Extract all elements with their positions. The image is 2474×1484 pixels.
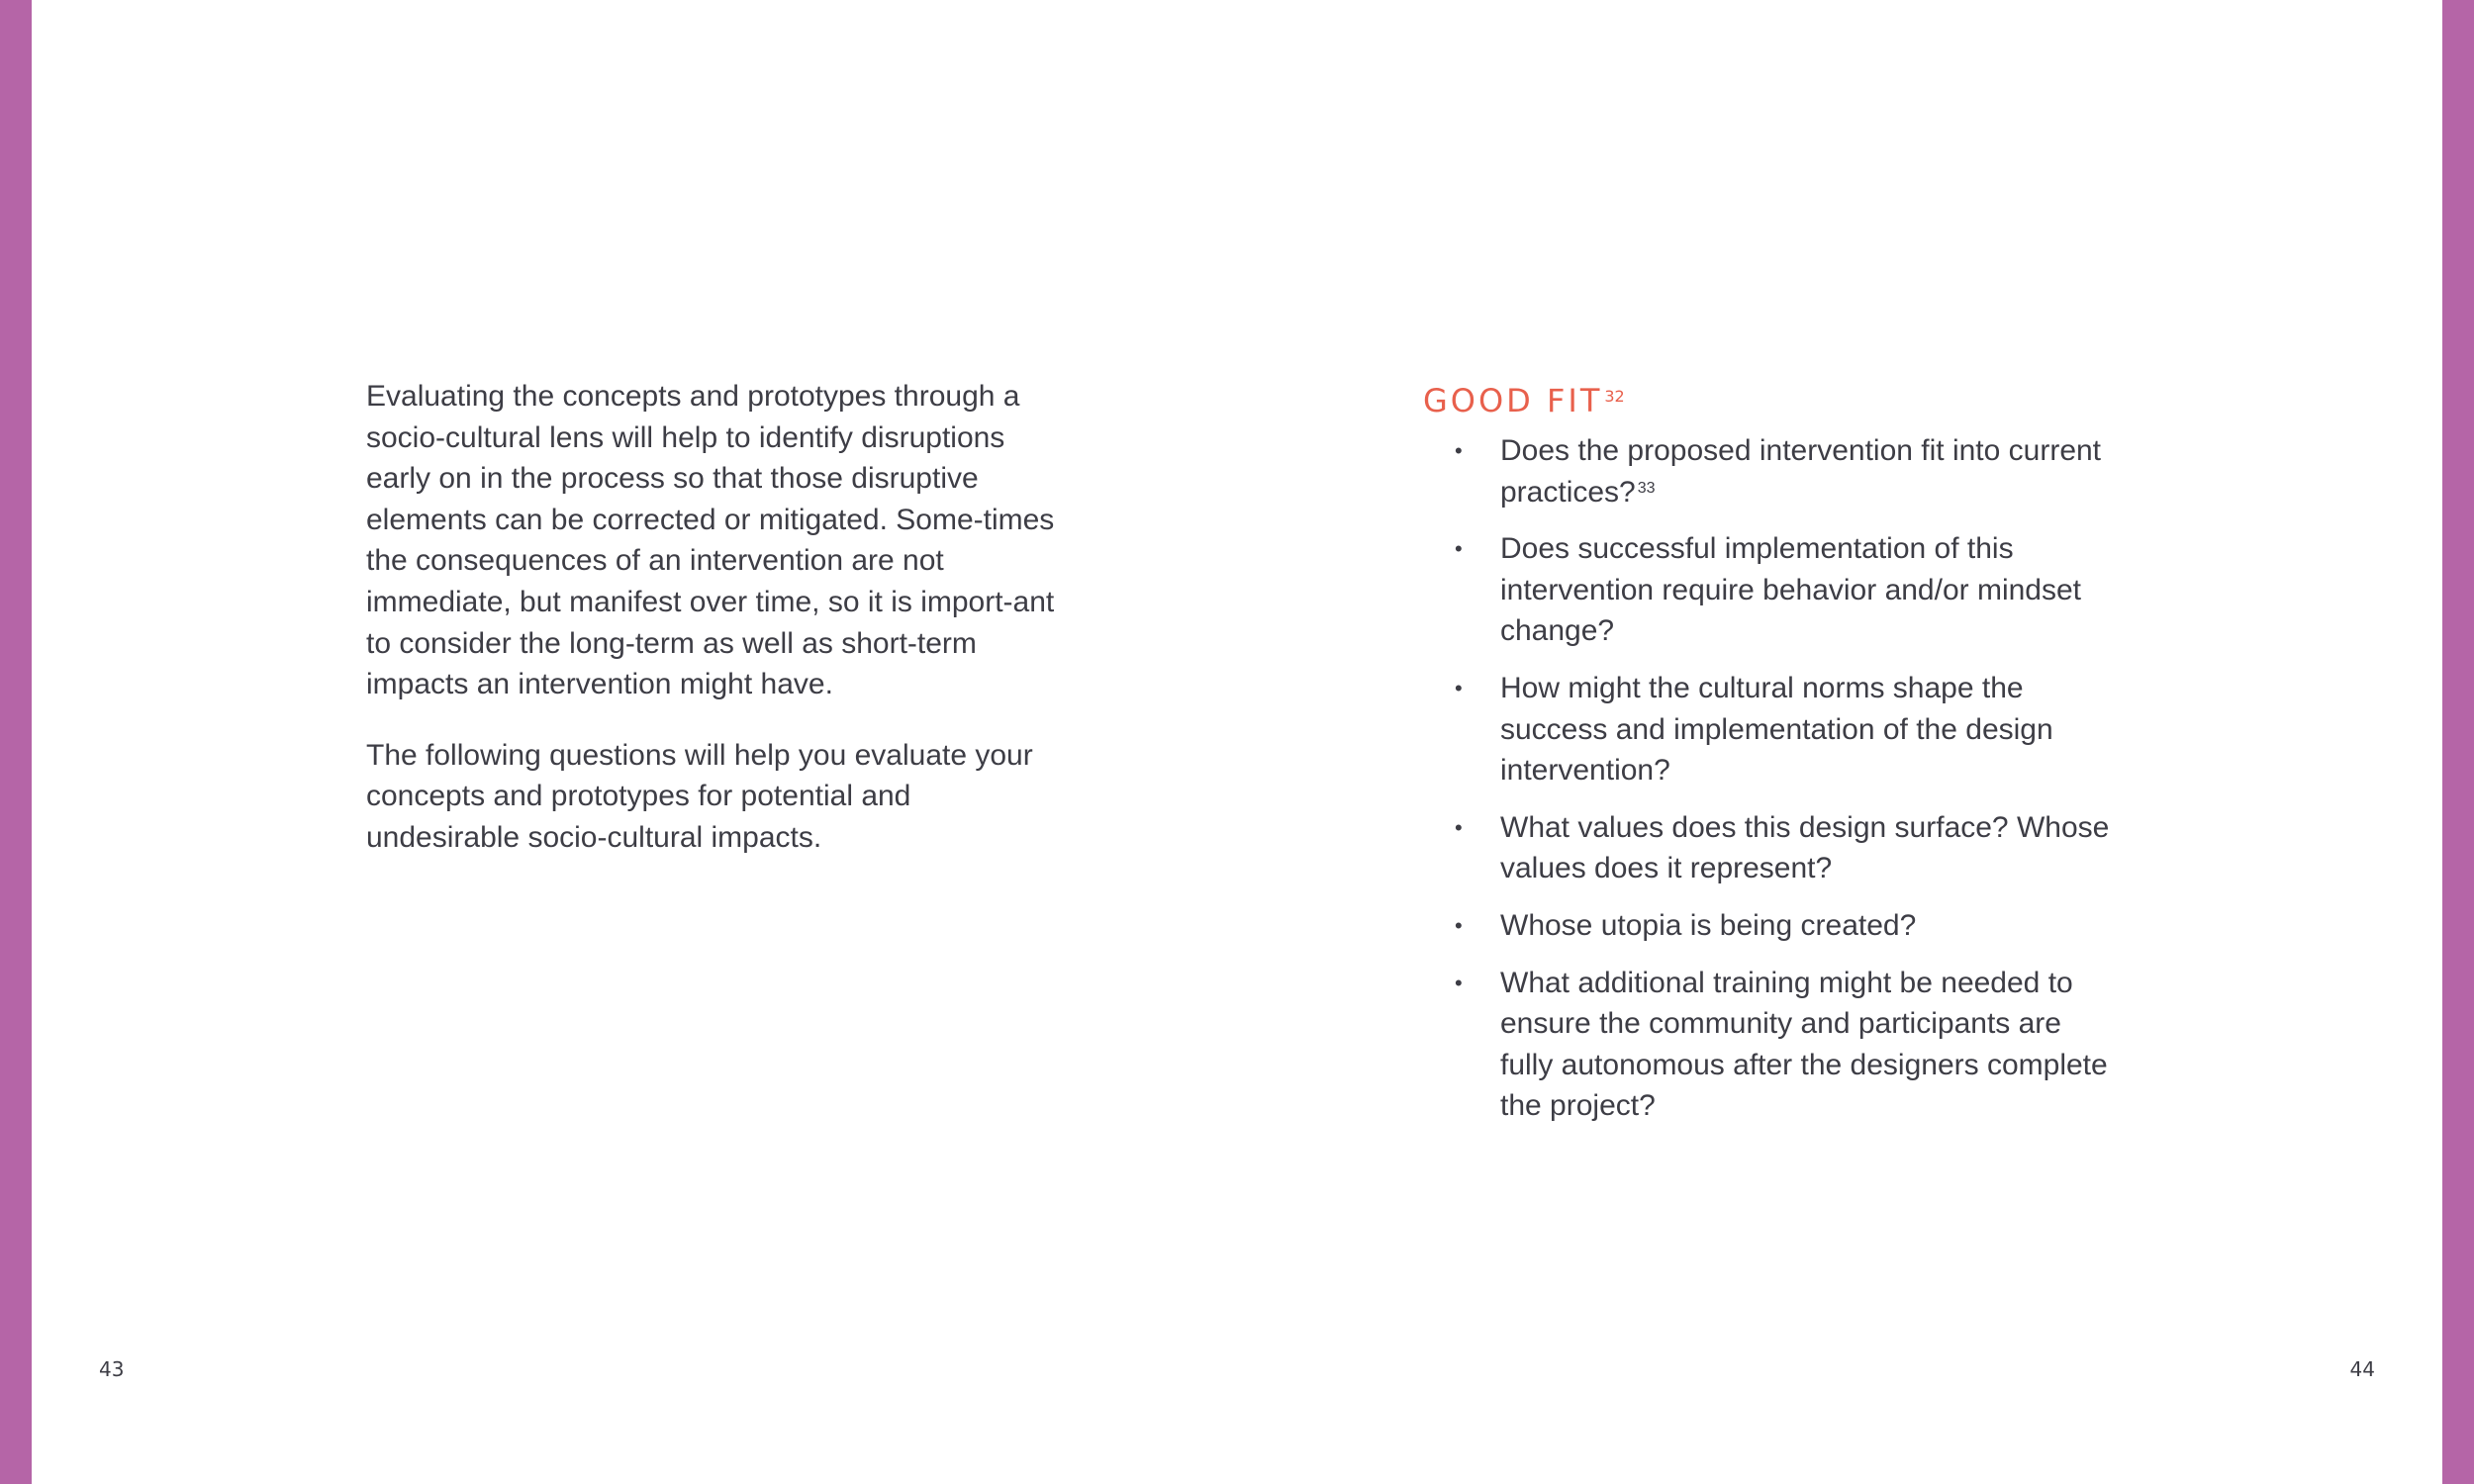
right-page-body [1423, 381, 2116, 1143]
intro-paragraph-2: The following questions will help you evaluate your concepts and prototypes for potential and undesirable socio-cultural impacts. [366, 738, 1033, 854]
list-item [1423, 528, 2116, 652]
question-text: How might the cultural norms shape the success and implementation of the design intervention? [1500, 671, 2053, 788]
bullet-icon: • [1455, 814, 1463, 840]
left-page-body [366, 376, 1059, 888]
question-text: What values does this design surface? Whose values does it represent? [1500, 810, 2110, 885]
question-text: Does successful implementation of this intervention require behavior and/or mindset change? [1500, 532, 2082, 648]
left-border-bar [0, 0, 32, 1484]
question-list [1423, 430, 2116, 1127]
list-item [1423, 430, 2116, 512]
section-heading [1423, 381, 2116, 420]
heading-footnote-ref: 32 [1604, 387, 1625, 406]
bullet-icon: • [1455, 912, 1463, 938]
bullet-icon: • [1455, 675, 1463, 700]
intro-paragraph-1: Evaluating the concepts and prototypes through a socio-cultural lens will help to identify disruptions early on in the process so that those disruptive elements can be corrected or mitigated. Some-times the consequences of an intervention are not immediate, but manifest over time, so it is import-ant to consider the long-term as well as short-term impacts an intervention might have. [366, 380, 1055, 701]
bullet-icon: • [1455, 438, 1463, 463]
page-number-left: 43 [99, 1357, 125, 1381]
page-number-right: 44 [2349, 1357, 2375, 1381]
bullet-icon: • [1455, 536, 1463, 562]
section-heading-text: GOOD FIT [1423, 382, 1603, 419]
question-text: Whose utopia is being created? [1500, 908, 1917, 942]
list-item [1423, 807, 2116, 889]
bullet-icon: • [1455, 970, 1463, 995]
list-item [1423, 905, 2116, 947]
question-footnote-ref: 33 [1637, 479, 1656, 497]
question-text: Does the proposed intervention fit into current practices? [1500, 434, 2102, 509]
question-text: What additional training might be needed to ensure the community and participants are fully autonomous after the designers complete the project? [1500, 966, 2108, 1123]
right-border-bar [2442, 0, 2474, 1484]
list-item [1423, 963, 2116, 1127]
list-item [1423, 668, 2116, 791]
